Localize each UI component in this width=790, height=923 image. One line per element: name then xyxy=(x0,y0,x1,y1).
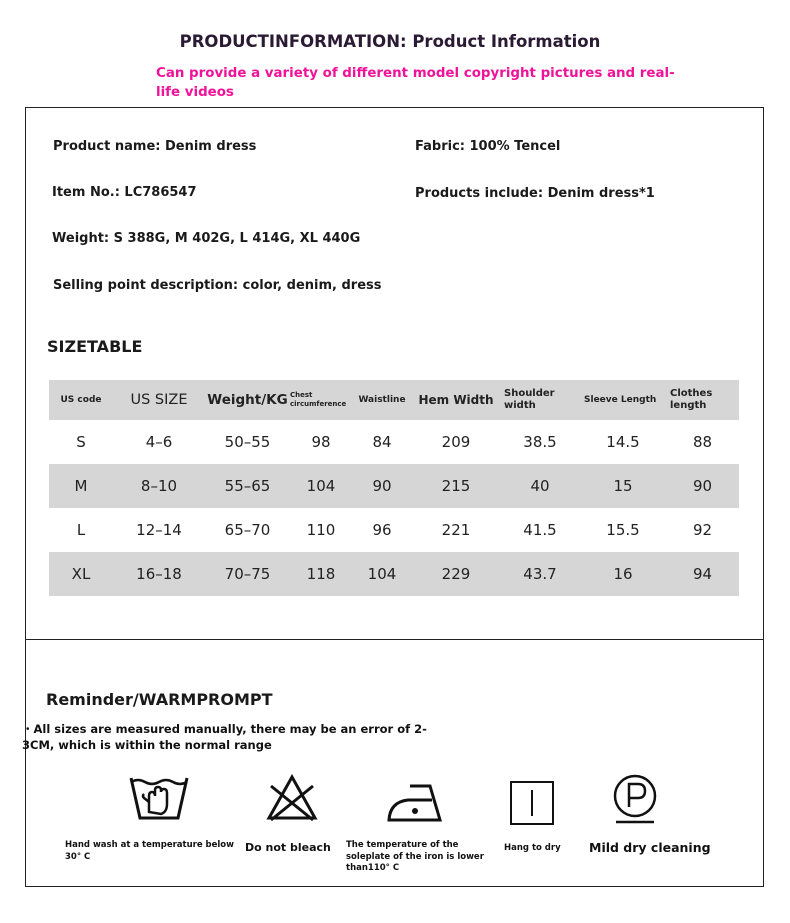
header-clothes-length: Clothes length xyxy=(670,388,713,411)
table-cell: 8–10 xyxy=(140,477,178,495)
table-cell: 92 xyxy=(692,521,713,539)
header-sleeve: Sleeve Length xyxy=(584,395,657,405)
table-cell: 229 xyxy=(441,565,471,583)
page-title: PRODUCTINFORMATION: Product Information xyxy=(179,32,601,51)
iron-low-temp-icon xyxy=(386,780,442,824)
header-chest: Chest circumference xyxy=(290,391,347,408)
table-cell: 4–6 xyxy=(145,433,173,451)
item-number: Item No.: LC786547 xyxy=(52,185,197,200)
do-not-bleach-icon xyxy=(266,774,318,822)
table-cell: 88 xyxy=(692,433,713,451)
header-us-size: US SIZE xyxy=(130,392,188,408)
table-row xyxy=(49,508,739,552)
care-label-hand-wash: Hand wash at a temperature below 30° C xyxy=(65,840,235,862)
table-row xyxy=(49,420,739,464)
table-cell: 110 xyxy=(306,521,336,539)
table-cell: 84 xyxy=(372,433,392,451)
table-cell: 90 xyxy=(692,477,713,495)
table-cell: 65–70 xyxy=(224,521,271,539)
table-cell: 96 xyxy=(372,521,392,539)
table-cell: 221 xyxy=(441,521,471,539)
table-cell: 209 xyxy=(441,433,471,451)
care-label-dry-clean: Mild dry cleaning xyxy=(589,840,711,855)
product-weight: Weight: S 388G, M 402G, L 414G, XL 440G xyxy=(52,231,361,246)
selling-point: Selling point description: color, denim, dress xyxy=(53,278,382,293)
header-us-code: US code xyxy=(60,395,102,405)
size-table-title: SIZETABLE xyxy=(47,337,143,356)
table-cell: 118 xyxy=(306,565,336,583)
product-name: Product name: Denim dress xyxy=(53,139,257,154)
table-cell: 50–55 xyxy=(224,433,271,451)
header-weight: Weight/KG xyxy=(207,392,288,408)
table-cell: 12–14 xyxy=(136,521,182,539)
reminder-title: Reminder/WARMPROMPT xyxy=(46,690,273,709)
table-cell: 43.7 xyxy=(523,565,557,583)
table-cell: M xyxy=(74,477,88,495)
table-cell: 55–65 xyxy=(224,477,271,495)
table-row xyxy=(49,464,739,508)
care-label-iron: The temperature of the soleplate of the iron is lower than110° C xyxy=(346,840,484,873)
table-cell: 90 xyxy=(372,477,392,495)
table-cell: 16–18 xyxy=(136,565,182,583)
table-row xyxy=(49,552,739,596)
header-hem-width: Hem Width xyxy=(418,393,494,407)
table-cell: 41.5 xyxy=(523,521,557,539)
size-table-header xyxy=(49,380,739,420)
table-cell: 14.5 xyxy=(606,433,640,451)
header-shoulder: Shoulder width xyxy=(504,388,555,411)
promo-text: Can provide a variety of different model copyright pictures and real-life videos xyxy=(156,66,675,100)
table-cell: 215 xyxy=(441,477,471,495)
table-cell: S xyxy=(76,433,86,451)
hand-wash-icon xyxy=(128,774,190,824)
table-cell: 104 xyxy=(306,477,336,495)
table-cell: 38.5 xyxy=(523,433,557,451)
table-cell: 104 xyxy=(367,565,397,583)
table-cell: 16 xyxy=(613,565,633,583)
size-table xyxy=(49,380,739,596)
table-cell: 15 xyxy=(613,477,633,495)
table-cell: 70–75 xyxy=(224,565,271,583)
product-fabric: Fabric: 100% Tencel xyxy=(415,139,561,154)
measurement-note: ・All sizes are measured manually, there may be an error of 2-3CM, which is within the normal range xyxy=(22,722,427,752)
table-cell: XL xyxy=(71,565,91,583)
care-label-bleach: Do not bleach xyxy=(245,841,331,854)
hang-dry-icon xyxy=(509,780,555,826)
table-cell: 40 xyxy=(530,477,550,495)
table-cell: 98 xyxy=(311,433,331,451)
table-cell: L xyxy=(76,521,86,539)
dry-clean-p-icon xyxy=(612,773,660,825)
care-label-hang-dry: Hang to dry xyxy=(504,843,561,853)
product-includes: Products include: Denim dress*1 xyxy=(415,186,655,201)
header-waistline: Waistline xyxy=(358,395,406,405)
table-cell: 94 xyxy=(692,565,713,583)
table-cell: 15.5 xyxy=(606,521,640,539)
